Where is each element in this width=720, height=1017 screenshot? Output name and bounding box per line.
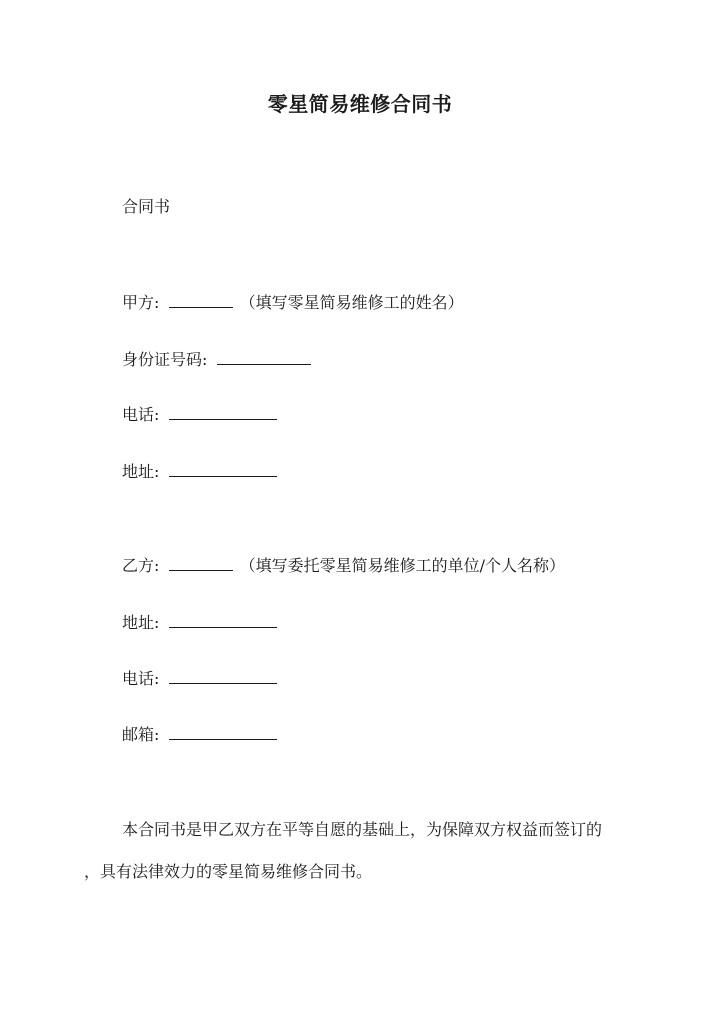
party-b-hint: （填写委托零星简易维修工的单位/个人名称） — [239, 556, 565, 575]
party-a-phone-label: 电话: — [122, 405, 160, 424]
document-title: 零星简易维修合同书 — [267, 92, 453, 116]
party-a-address-label: 地址: — [122, 462, 160, 481]
party-a-address-blank[interactable] — [169, 462, 277, 477]
party-a-label: 甲方: — [122, 293, 160, 312]
party-b-address-label: 地址: — [122, 613, 160, 632]
party-a-phone-blank[interactable] — [169, 405, 277, 420]
party-a-address-line — [122, 461, 277, 483]
party-b-phone-blank[interactable] — [169, 669, 277, 684]
intro-paragraph-line-2: ，具有法律效力的零星简易维修合同书。 — [84, 862, 373, 881]
party-b-phone-line — [122, 668, 277, 690]
party-b-email-blank[interactable] — [169, 725, 277, 740]
party-b-email-line — [122, 724, 277, 746]
party-b-address-line — [122, 612, 277, 634]
party-a-line — [122, 292, 464, 314]
party-b-address-blank[interactable] — [169, 613, 277, 628]
party-a-name-blank[interactable] — [169, 293, 233, 308]
contract-heading: 合同书 — [122, 197, 171, 216]
party-a-phone-line — [122, 404, 277, 426]
party-b-name-blank[interactable] — [169, 556, 233, 571]
party-a-hint: （填写零星简易维修工的姓名） — [239, 293, 464, 312]
party-a-id-line — [122, 349, 311, 371]
intro-paragraph-line-1: 本合同书是甲乙双方在平等自愿的基础上，为保障双方权益而签订的 — [122, 820, 603, 839]
party-b-label: 乙方: — [122, 556, 160, 575]
party-a-id-label: 身份证号码: — [122, 350, 208, 369]
party-b-line — [122, 555, 565, 577]
party-b-email-label: 邮箱: — [122, 725, 160, 744]
party-a-id-blank[interactable] — [217, 350, 311, 365]
party-b-phone-label: 电话: — [122, 669, 160, 688]
